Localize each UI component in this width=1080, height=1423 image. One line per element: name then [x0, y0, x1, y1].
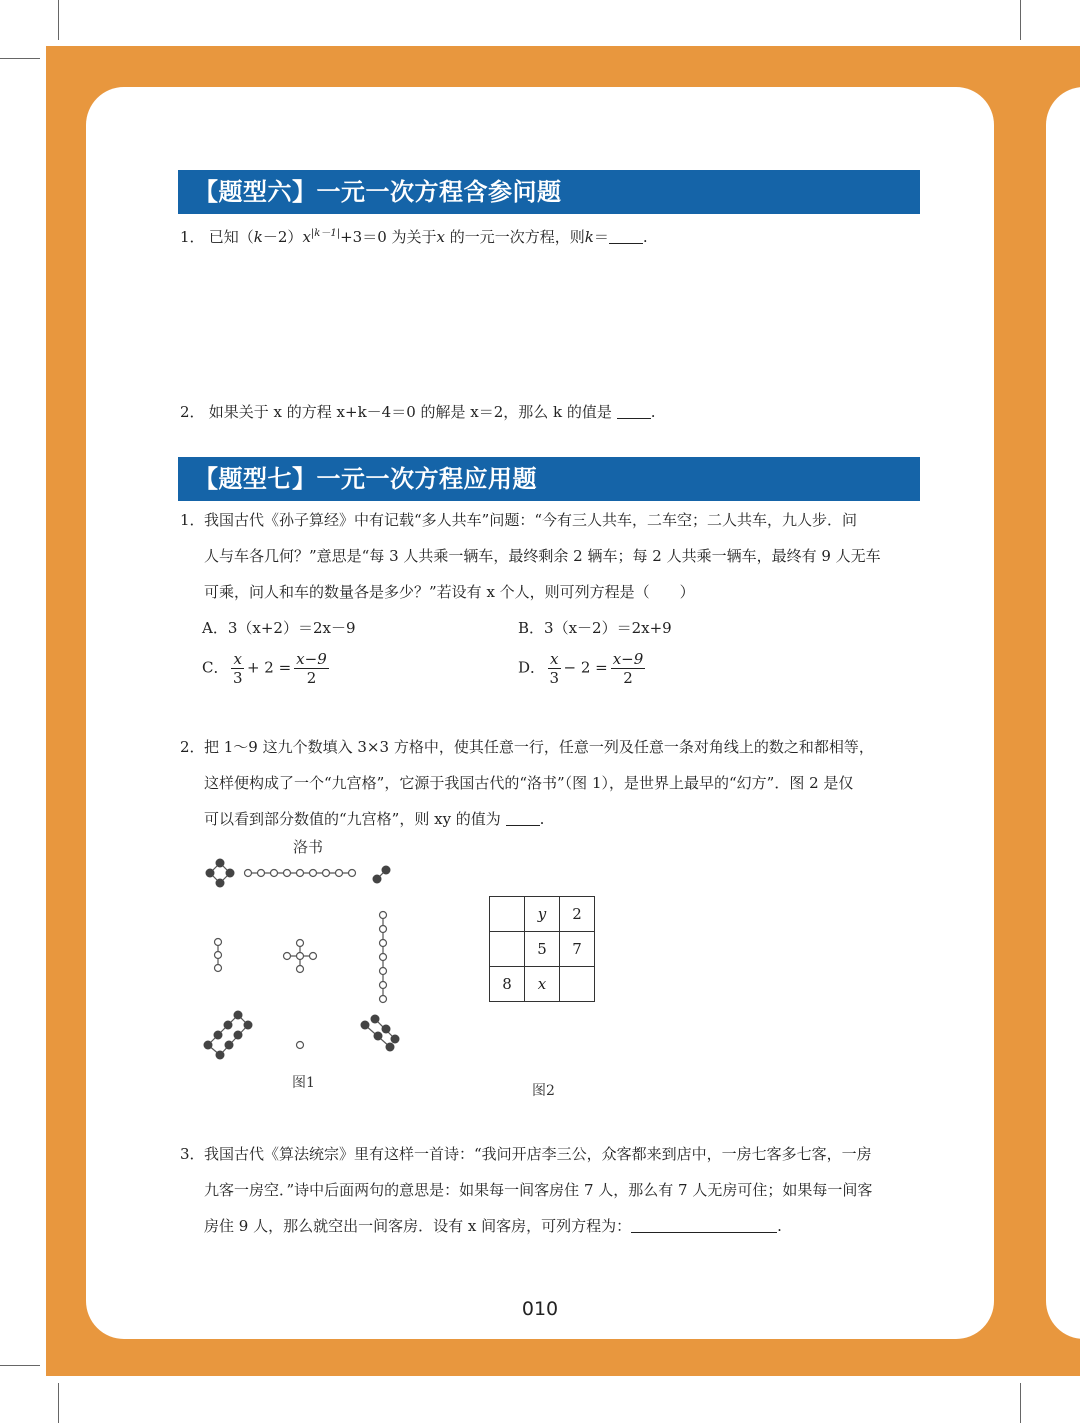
- grid-cell: x: [525, 967, 560, 1002]
- denominator: 3: [549, 669, 560, 687]
- section-title-7: 【题型七】一元一次方程应用题: [178, 457, 920, 501]
- question-number: 2．: [180, 738, 205, 756]
- crop-mark: [0, 58, 40, 59]
- question-text: .: [650, 403, 656, 421]
- option-label: C．: [202, 658, 229, 677]
- question-text: 如果关于 x 的方程 x+k－4＝0 的解是 x＝2，那么 k 的值是: [208, 403, 612, 421]
- variable-x: x: [436, 228, 445, 246]
- grid-cell: 2: [560, 897, 595, 932]
- figure-1-caption: 图1: [292, 1075, 315, 1091]
- question-7-2: [180, 729, 920, 837]
- grid-cell: [490, 897, 525, 932]
- question-text: 已知（: [208, 228, 254, 246]
- question-6-1: [180, 216, 920, 255]
- operator: − 2 =: [563, 658, 608, 677]
- exponent: |k－1|: [310, 228, 341, 239]
- question-number: 3．: [180, 1145, 205, 1163]
- variable-x: x: [302, 228, 311, 246]
- grid-cell: [560, 967, 595, 1002]
- denominator: 2: [623, 669, 633, 687]
- question-text: 九客一房空．”诗中后面两句的意思是：如果每一间客房住 7 人，那么有 7 人无房可住；如果每一间客: [204, 1181, 873, 1199]
- crop-mark: [0, 1365, 40, 1366]
- magic-square-grid: [489, 896, 595, 1002]
- grid-cell: [490, 932, 525, 967]
- variable-k: k: [253, 228, 263, 246]
- question-number: 1．: [180, 511, 205, 529]
- variable-k: k: [584, 228, 594, 246]
- grid-cell: 5: [525, 932, 560, 967]
- luoshu-figure: [200, 855, 400, 1065]
- option-b[interactable]: B．3（x－2）＝2x+9: [518, 619, 672, 637]
- grid-cell: y: [525, 897, 560, 932]
- numerator: x−9: [612, 650, 644, 668]
- question-text: －2）: [262, 228, 303, 246]
- figure-1-title: 洛书: [293, 838, 324, 856]
- numerator: x: [550, 650, 559, 668]
- answer-blank[interactable]: [506, 807, 540, 826]
- grid-cell: 7: [560, 932, 595, 967]
- section-title-6: 【题型六】一元一次方程含参问题: [178, 170, 920, 214]
- figure-2-caption: 图2: [532, 1083, 555, 1099]
- page-number: 010: [521, 1298, 559, 1320]
- fraction: [611, 650, 646, 687]
- option-label: D．: [518, 658, 546, 677]
- crop-mark: [58, 1383, 59, 1423]
- question-text: 这样便构成了一个“九宫格”，它源于我国古代的“洛书”（图 1），是世界上最早的“幻方”．图 2 是仅: [204, 774, 854, 792]
- next-page-edge: [1046, 87, 1080, 1339]
- crop-mark: [1020, 1383, 1021, 1423]
- question-text: +3＝0 为关于: [340, 228, 437, 246]
- numerator: x: [233, 650, 242, 668]
- operator: + 2 =: [246, 658, 292, 677]
- question-text: 的一元一次方程，则: [444, 228, 585, 246]
- option-c[interactable]: [202, 650, 332, 687]
- crop-mark: [1020, 0, 1021, 40]
- answer-blank[interactable]: [631, 1214, 777, 1233]
- question-7-1: [180, 502, 920, 610]
- question-number: 1．: [180, 228, 205, 246]
- question-text: .: [642, 228, 648, 246]
- question-text: 我国古代《孙子算经》中有记载“多人共车”问题：“今有三人共车，二车空；二人共车，九人步．问: [204, 511, 858, 529]
- answer-blank[interactable]: [617, 400, 651, 419]
- denominator: 3: [232, 669, 243, 687]
- question-text: 房住 9 人，那么就空出一间客房．设有 x 间客房，可列方程为：: [204, 1217, 632, 1235]
- question-text: .: [777, 1217, 782, 1235]
- question-number: 2．: [180, 403, 205, 421]
- crop-mark: [58, 0, 59, 40]
- question-6-2: [180, 394, 920, 430]
- question-text: 我国古代《算法统宗》里有这样一首诗：“我问开店李三公，众客都来到店中，一房七客多七客，一房: [204, 1145, 872, 1163]
- numerator: x−9: [296, 650, 327, 668]
- question-text: 把 1～9 这九个数填入 3×3 方格中，使其任意一行，任意一列及任意一条对角线上的数之和都相等，: [204, 738, 874, 756]
- fraction: [294, 650, 329, 687]
- option-d[interactable]: [518, 650, 648, 687]
- question-text: 人与车各几何？”意思是“每 3 人共乘一辆车，最终剩余 2 辆车；每 2 人共乘一辆车，最终有 9 人无车: [204, 547, 881, 565]
- option-a[interactable]: A．3（x+2）＝2x－9: [202, 619, 356, 637]
- question-text: 可乘，问人和车的数量各是多少？”若设有 x 个人，则可列方程是（ ）: [204, 583, 695, 601]
- fraction: [548, 650, 560, 687]
- denominator: 2: [306, 669, 317, 687]
- question-text: .: [539, 810, 545, 828]
- fraction: [231, 650, 243, 687]
- grid-cell: 8: [490, 967, 525, 1002]
- question-text: ＝: [593, 228, 609, 246]
- question-text: 可以看到部分数值的“九宫格”，则 xy 的值为: [204, 810, 501, 828]
- answer-blank[interactable]: [609, 225, 643, 244]
- question-7-3: [180, 1136, 920, 1244]
